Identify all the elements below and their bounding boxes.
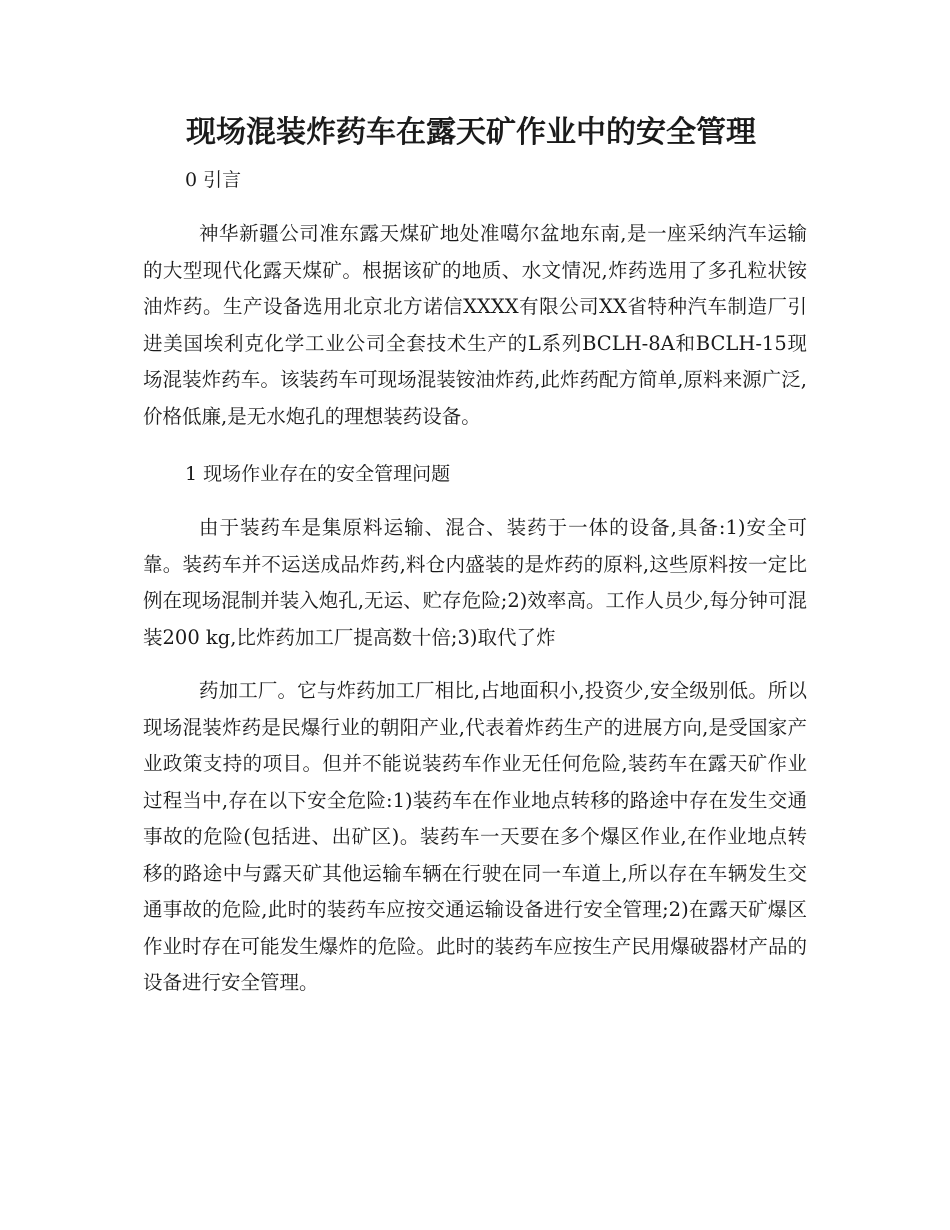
- document-title: 现场混装炸药车在露天矿作业中的安全管理: [186, 115, 756, 150]
- paragraph-problems-1: 由于装药车是集原料运输、混合、装药于一体的设备,具备:1)安全可靠。装药车并不运送成品炸药,料仓内盛装的是炸药的原料,这些原料按一定比例在现场混制并装入炮孔,无运、贮存危险;2)效率高。工作人员少,每分钟可混装200 kg,比炸药加工厂提高数十倍;3)取代了炸: [143, 516, 807, 649]
- section-heading-problems: 1 现场作业存在的安全管理问题: [185, 463, 451, 485]
- paragraph-intro: 神华新疆公司准东露天煤矿地处准噶尔盆地东南,是一座采纳汽车运输的大型现代化露天煤矿。根据该矿的地质、水文情况,炸药选用了多孔粒状铵油炸药。生产设备选用北京北方诺信XXXX有限公司XX省特种汽车制造厂引进美国埃利克化学工业公司全套技术生产的L系列BCLH-8A和BCLH-15现场混装炸药车。该装药车可现场混装铵油炸药,此炸药配方简单,原料来源广泛,价格低廉,是无水炮孔的理想装药设备。: [143, 222, 807, 428]
- spacer: [143, 656, 807, 673]
- spacer: [143, 492, 807, 510]
- paragraph-problems-2: 药加工厂。它与炸药加工厂相比,占地面积小,投资少,安全级别低。所以现场混装炸药是民爆行业的朝阳产业,代表着炸药生产的进展方向,是受国家产业政策支持的项目。但并不能说装药车作业无任何危险,装药车在露天矿作业过程当中,存在以下安全危险:1)装药车在作业地点转移的路途中存在发生交通事故的危险(包括进、出矿区)。装药车一天要在多个爆区作业,在作业地点转移的路途中与露天矿其他运输车辆在行驶在同一车道上,所以存在车辆发生交通事故的危险,此时的装药车应按交通运输设备进行安全管理;2)在露天矿爆区作业时存在可能发生爆炸的危险。此时的装药车应按生产民用爆破器材产品的设备进行安全管理。: [143, 679, 807, 994]
- section-heading-intro: 0 引言: [185, 169, 242, 191]
- document-page: [143, 108, 807, 1002]
- spacer: [143, 435, 807, 452]
- spacer: [143, 198, 807, 216]
